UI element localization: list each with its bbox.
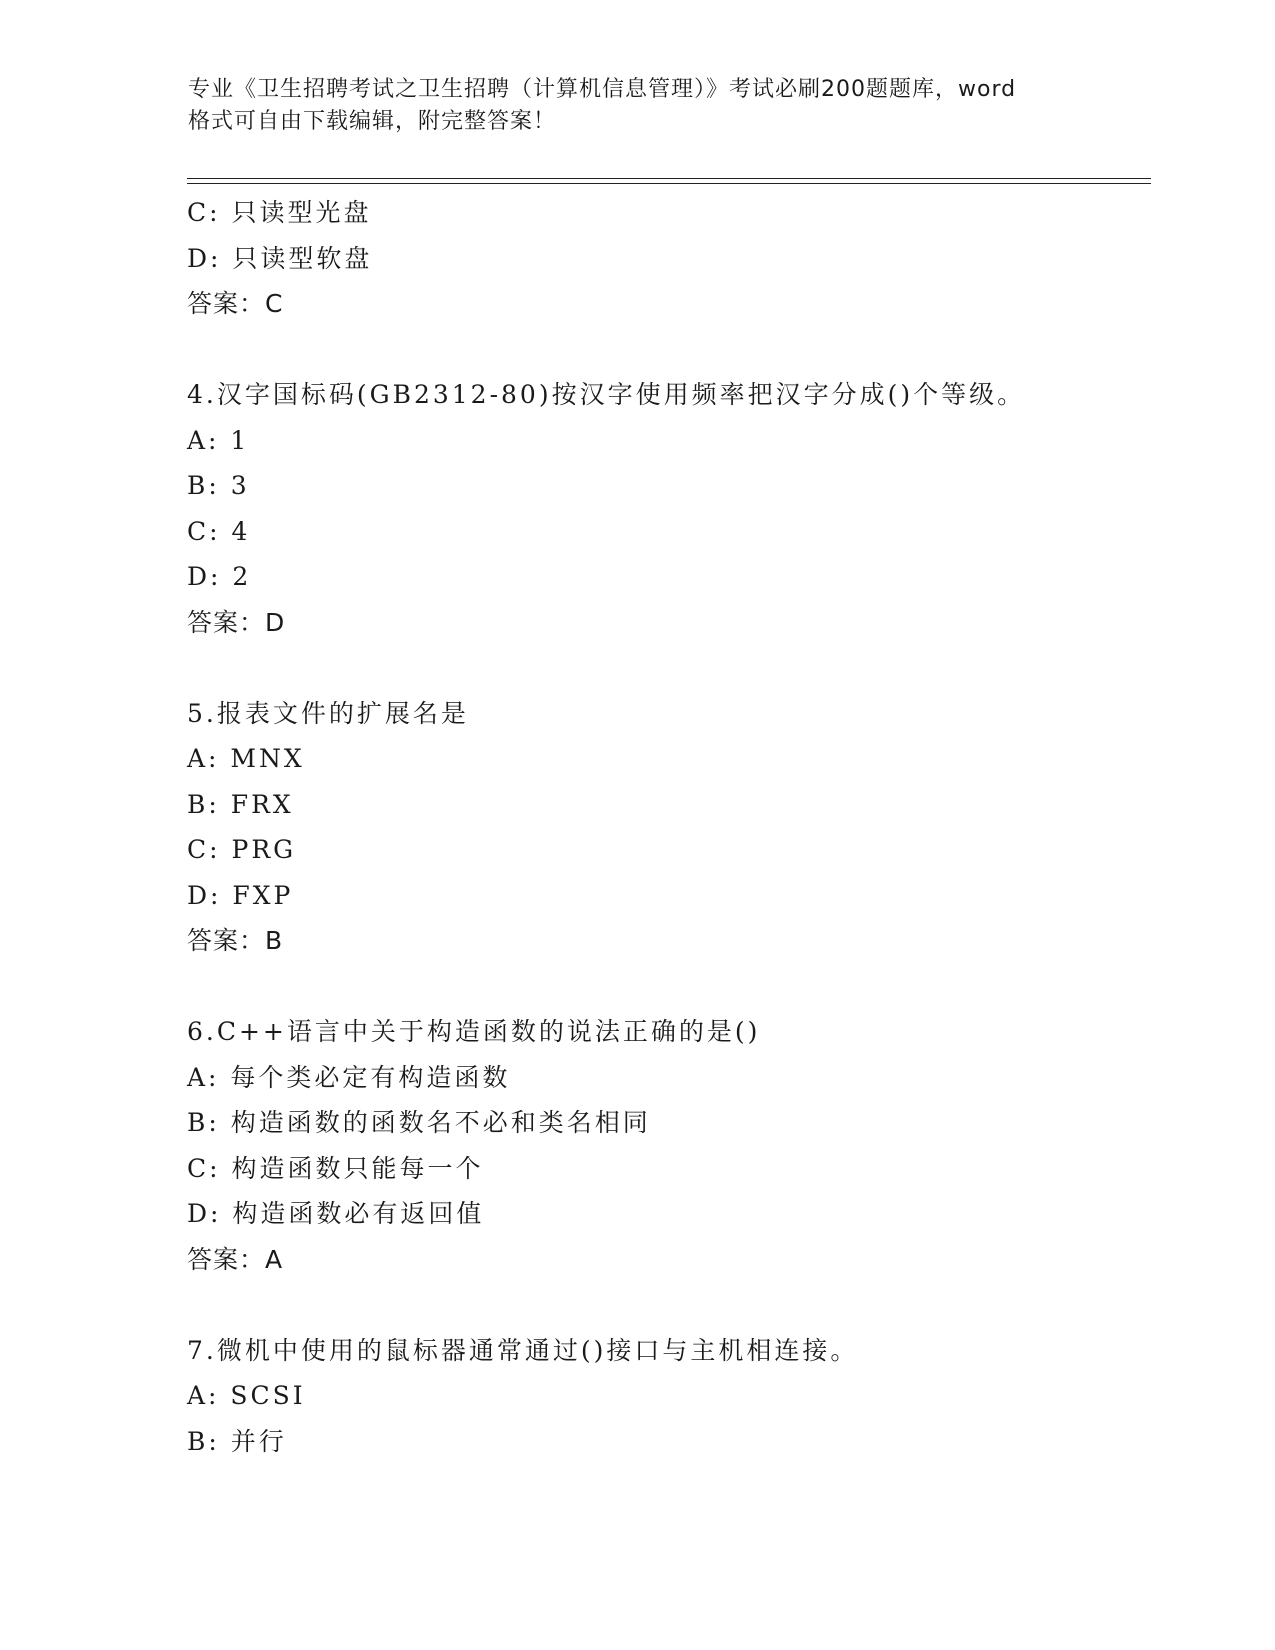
header-divider-top bbox=[187, 178, 1151, 179]
option-line: C: PRG bbox=[187, 835, 297, 864]
option-line: D: 2 bbox=[187, 562, 252, 591]
option-line: A: 1 bbox=[187, 425, 250, 455]
option-line: A: MNX bbox=[187, 744, 305, 773]
option-line: D: FXP bbox=[187, 880, 294, 910]
option-line: B: 构造函数的函数名不必和类名相同 bbox=[187, 1108, 651, 1137]
question-stem: 5.报表文件的扩展名是 bbox=[187, 698, 469, 728]
blank-line bbox=[187, 327, 1147, 373]
option-line: C: 构造函数只能每一个 bbox=[187, 1153, 484, 1183]
answer-line: 答案：B bbox=[187, 926, 284, 955]
option-line: C: 4 bbox=[187, 516, 251, 546]
option-line: B: FRX bbox=[187, 789, 294, 819]
question-stem: 4.汉字国标码(GB2312-80)按汉字使用频率把汉字分成()个等级。 bbox=[187, 380, 1026, 409]
answer-line: 答案：C bbox=[187, 289, 284, 318]
option-line: D: 构造函数必有返回值 bbox=[187, 1199, 485, 1228]
option-line: C: 只读型光盘 bbox=[187, 198, 372, 227]
answer-line: 答案：D bbox=[187, 607, 286, 637]
option-line: A: 每个类必定有构造函数 bbox=[187, 1062, 511, 1092]
blank-line bbox=[187, 1282, 1147, 1328]
option-line: B: 3 bbox=[187, 471, 250, 500]
header-divider-bottom bbox=[187, 183, 1151, 184]
question-stem: 6.C++语言中关于构造函数的说法正确的是() bbox=[187, 1017, 761, 1046]
header-title-line-1: 专业《卫生招聘考试之卫生招聘（计算机信息管理）》考试必刷200题题库，word bbox=[188, 77, 1017, 102]
option-line: B: 并行 bbox=[187, 1426, 287, 1456]
header-title-line-2: 格式可自由下载编辑，附完整答案！ bbox=[188, 109, 557, 134]
blank-line bbox=[187, 964, 1147, 1010]
option-line: D: 只读型软盘 bbox=[187, 243, 373, 273]
answer-line: 答案：A bbox=[187, 1244, 284, 1274]
blank-line bbox=[187, 645, 1147, 691]
question-stem: 7.微机中使用的鼠标器通常通过()接口与主机相连接。 bbox=[187, 1335, 859, 1365]
question-list bbox=[187, 190, 1147, 1464]
document-header bbox=[188, 74, 1088, 138]
option-line: A: SCSI bbox=[187, 1381, 306, 1410]
